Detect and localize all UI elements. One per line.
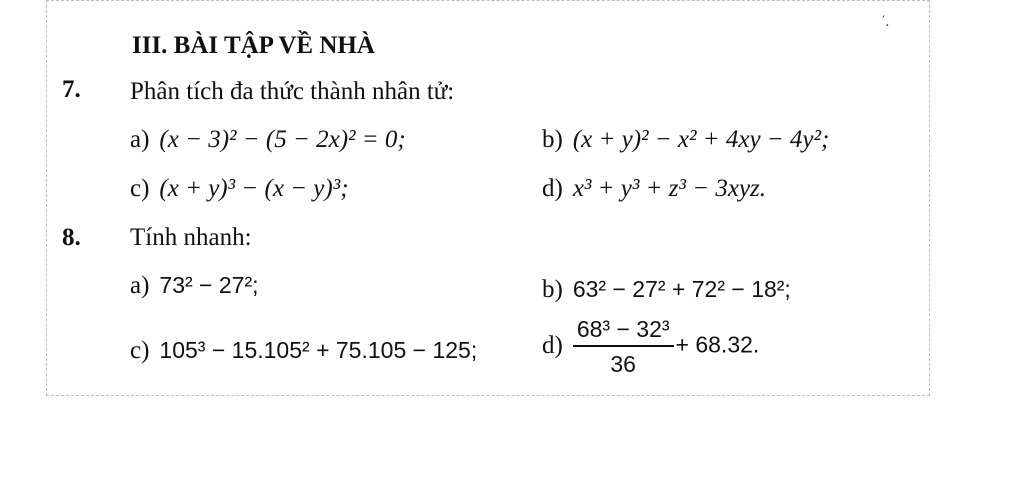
q7-prompt: Phân tích đa thức thành nhân tử:: [130, 78, 455, 105]
section-title: III. BÀI TẬP VỀ NHÀ: [132, 32, 375, 59]
q8-prompt: Tính nhanh:: [130, 224, 252, 251]
q8-d-fraction: [573, 316, 674, 378]
q7-d-label: d): [542, 175, 563, 202]
q7-c-label: c): [130, 175, 150, 202]
q7-a-expr: (x − 3)² − (5 − 2x)² = 0;: [159, 126, 406, 153]
q8-b-expr: 63² − 27² + 72² − 18²;: [572, 276, 791, 302]
q7-number: 7.: [62, 76, 81, 103]
q8-item-b: [542, 276, 791, 304]
scan-mark: ′.: [882, 14, 890, 30]
q7-a-label: a): [130, 126, 150, 153]
q8-a-expr: 73² − 27²;: [159, 272, 259, 298]
q8-b-label: b): [542, 276, 563, 303]
q8-item-a: [130, 272, 259, 300]
q8-item-c: [130, 337, 477, 365]
q8-d-denominator: 36: [610, 351, 636, 377]
q7-item-c: [130, 175, 349, 203]
q8-d-rest: + 68.32.: [675, 331, 760, 358]
q8-d-numerator: 68³ − 32³: [573, 316, 674, 347]
q7-b-expr: (x + y)² − x² + 4xy − 4y²;: [572, 126, 830, 153]
q8-d-label: d): [542, 331, 563, 359]
q7-item-b: [542, 126, 829, 154]
q8-c-expr: 105³ − 15.105² + 75.105 − 125;: [159, 337, 478, 363]
q8-item-d: [542, 316, 759, 378]
q8-a-label: a): [130, 272, 150, 299]
q8-c-label: c): [130, 337, 150, 364]
q7-item-a: [130, 126, 406, 154]
q8-number: 8.: [62, 224, 81, 251]
q7-d-expr: x³ + y³ + z³ − 3xyz.: [572, 175, 767, 202]
q7-item-d: [542, 175, 766, 203]
q7-b-label: b): [542, 126, 563, 153]
q7-c-expr: (x + y)³ − (x − y)³;: [159, 175, 349, 202]
